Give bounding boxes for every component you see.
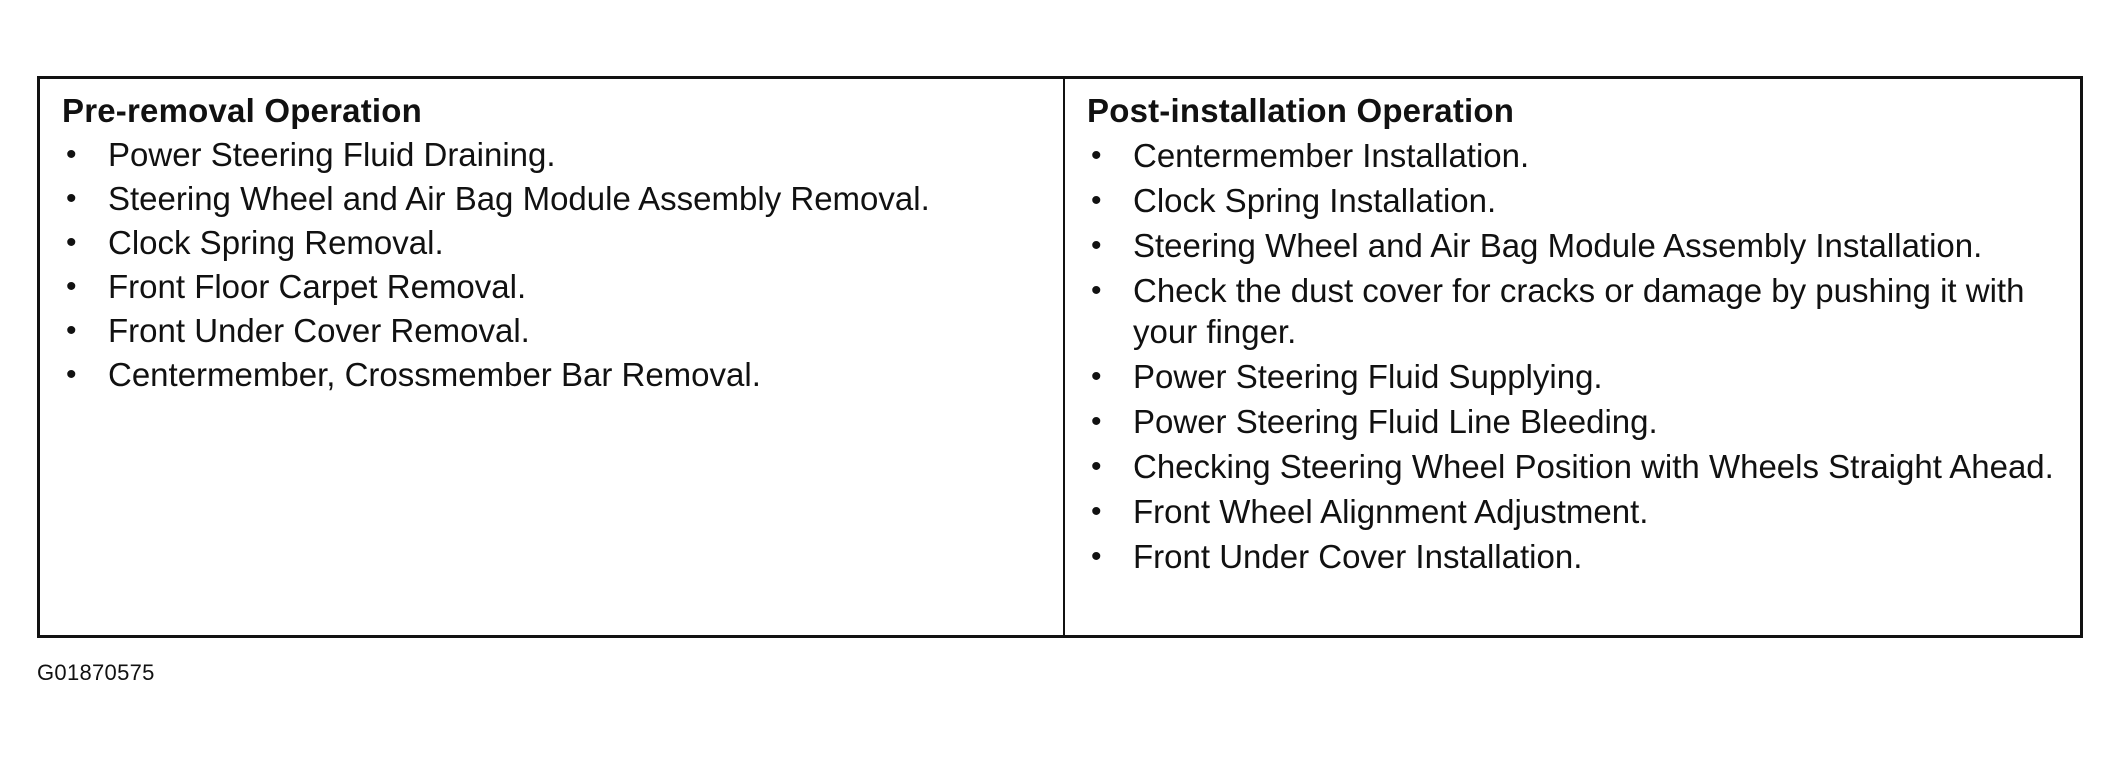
- bullet-icon: •: [66, 358, 77, 391]
- list-item: [62, 266, 1063, 307]
- operations-table: [37, 76, 2083, 638]
- bullet-icon: •: [1091, 229, 1102, 262]
- list-item-text: Power Steering Fluid Draining.: [108, 136, 556, 173]
- bullet-icon: •: [1091, 139, 1102, 172]
- bullet-icon: •: [66, 314, 77, 347]
- list-item-text: Front Wheel Alignment Adjustment.: [1133, 493, 1649, 530]
- list-item: [1087, 135, 2080, 176]
- list-item-text: Front Floor Carpet Removal.: [108, 268, 527, 305]
- pre-removal-heading: Pre-removal Operation: [62, 92, 422, 129]
- list-item-text: Checking Steering Wheel Position with Wheels Straight Ahead.: [1133, 448, 2054, 485]
- list-item-text: Clock Spring Installation.: [1133, 182, 1497, 219]
- list-item: [1087, 536, 2080, 577]
- list-item-text: Steering Wheel and Air Bag Module Assembly Installation.: [1133, 227, 1983, 264]
- list-item-text: Clock Spring Removal.: [108, 224, 444, 261]
- list-item: [1087, 356, 2080, 397]
- list-item: [62, 134, 1063, 175]
- bullet-icon: •: [1091, 540, 1102, 573]
- bullet-icon: •: [66, 138, 77, 171]
- bullet-icon: •: [1091, 450, 1102, 483]
- pre-removal-list: [62, 134, 1063, 395]
- bullet-icon: •: [66, 226, 77, 259]
- list-item: [62, 354, 1063, 395]
- list-item-text: Front Under Cover Installation.: [1133, 538, 1583, 575]
- bullet-icon: •: [1091, 274, 1102, 307]
- list-item-text: Centermember Installation.: [1133, 137, 1530, 174]
- bullet-icon: •: [1091, 405, 1102, 438]
- post-installation-column: [1065, 79, 2080, 635]
- list-item-text: Steering Wheel and Air Bag Module Assembly Removal.: [108, 180, 930, 217]
- post-installation-list: [1087, 135, 2080, 577]
- list-item: [1087, 225, 2080, 266]
- list-item: [62, 178, 1063, 219]
- bullet-icon: •: [1091, 184, 1102, 217]
- list-item-text: Check the dust cover for cracks or damage by pushing it with your finger.: [1133, 272, 2025, 350]
- list-item: [1087, 491, 2080, 532]
- bullet-icon: •: [1091, 360, 1102, 393]
- list-item: [1087, 180, 2080, 221]
- list-item-text: Power Steering Fluid Supplying.: [1133, 358, 1603, 395]
- bullet-icon: •: [66, 270, 77, 303]
- bullet-icon: •: [66, 182, 77, 215]
- list-item-text: Power Steering Fluid Line Bleeding.: [1133, 403, 1658, 440]
- list-item-text: Front Under Cover Removal.: [108, 312, 530, 349]
- list-item: [1087, 446, 2080, 487]
- figure-id: G01870575: [37, 660, 155, 685]
- list-item-text: Centermember, Crossmember Bar Removal.: [108, 356, 761, 393]
- post-installation-heading: Post-installation Operation: [1087, 92, 1515, 129]
- bullet-icon: •: [1091, 495, 1102, 528]
- pre-removal-column: [40, 79, 1065, 635]
- list-item: [1087, 270, 2080, 352]
- list-item: [62, 222, 1063, 263]
- list-item: [1087, 401, 2080, 442]
- list-item: [62, 310, 1063, 351]
